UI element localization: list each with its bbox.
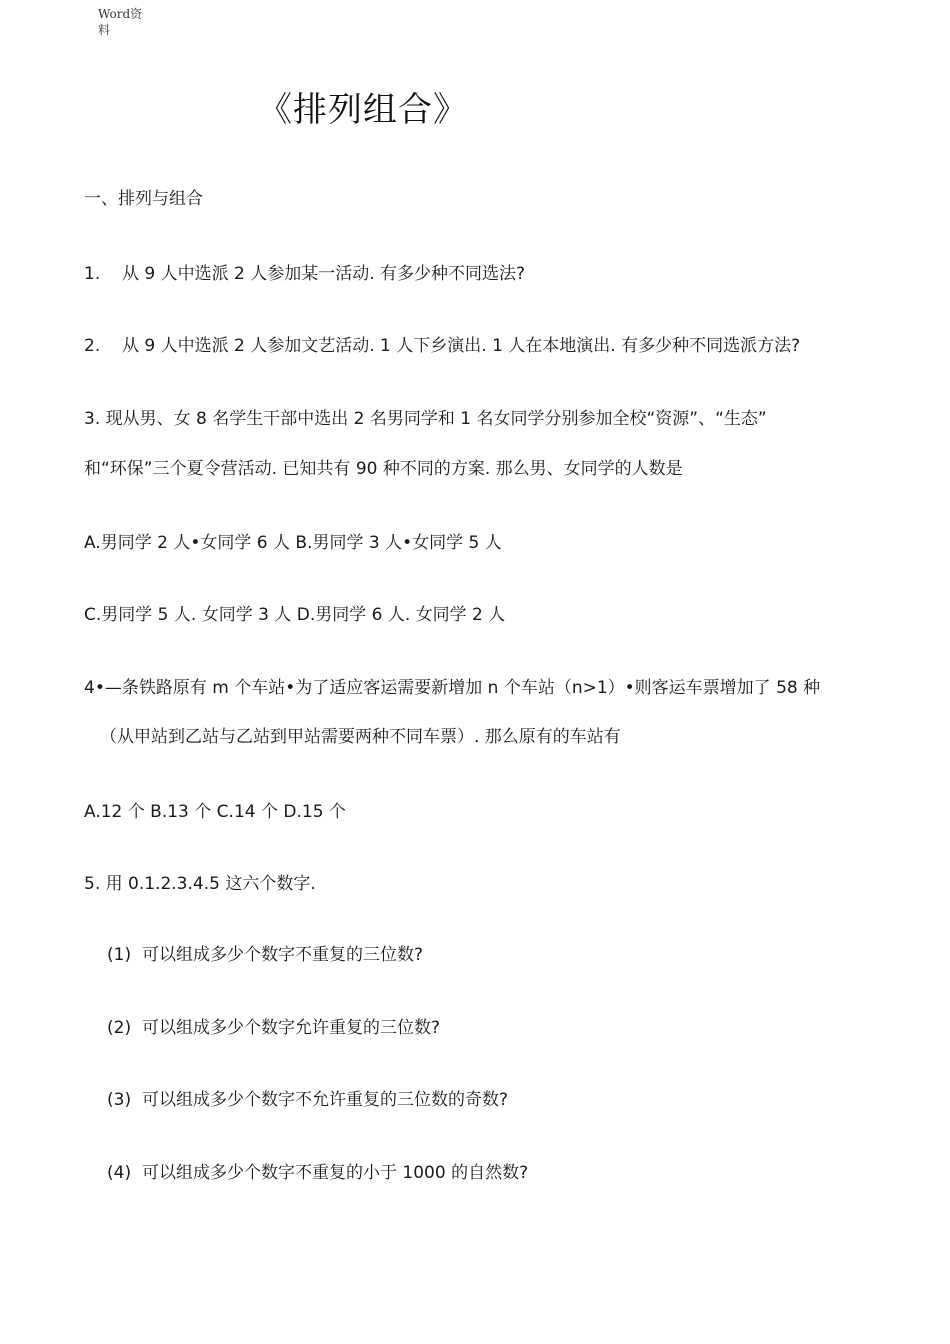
part-text: 可以组成多少个数字不重复的三位数? <box>142 945 424 965</box>
question-1 <box>84 262 525 286</box>
question-3-options-2: C.男同学 5 人. 女同学 3 人 D.男同学 6 人. 女同学 2 人 <box>84 605 506 625</box>
question-number: 2. <box>84 336 101 356</box>
question-text: 从 9 人中选派 2 人参加某一活动. 有多少种不同选法? <box>122 264 526 284</box>
question-number: 1. <box>84 264 101 284</box>
question-3-line-2: 和“环保”三个夏令营活动. 已知共有 90 种不同的方案. 那么男、女同学的人数是 <box>84 459 683 479</box>
question-4-line-1: 4•—条铁路原有 m 个车站•为了适应客运需要新增加 n 个车站（n>1）•则客运车票增加了 58 种 <box>84 678 821 698</box>
part-text: 可以组成多少个数字不允许重复的三位数的奇数? <box>142 1090 509 1110</box>
question-5-part <box>107 1088 508 1112</box>
part-number: (1) <box>107 945 132 965</box>
part-text: 可以组成多少个数字不重复的小于 1000 的自然数? <box>142 1163 529 1183</box>
question-3-options-1: A.男同学 2 人•女同学 6 人 B.男同学 3 人•女同学 5 人 <box>84 533 502 553</box>
question-5-part <box>107 943 423 967</box>
question-5-part <box>107 1161 528 1185</box>
part-number: (2) <box>107 1018 132 1038</box>
question-5-intro: 5. 用 0.1.2.3.4.5 这六个数字. <box>84 874 316 894</box>
header-note: Word资料 <box>98 7 143 37</box>
question-4-line-2: （从甲站到乙站与乙站到甲站需要两种不同车票）. 那么原有的车站有 <box>100 727 621 747</box>
question-text: 从 9 人中选派 2 人参加文艺活动. 1 人下乡演出. 1 人在本地演出. 有多少种不同选派方法? <box>122 336 801 356</box>
part-text: 可以组成多少个数字允许重复的三位数? <box>142 1018 441 1038</box>
section-heading: 一、排列与组合 <box>84 189 203 209</box>
question-5-part <box>107 1016 440 1040</box>
question-3-line-1: 3. 现从男、女 8 名学生干部中选出 2 名男同学和 1 名女同学分别参加全校“资源”、“生态” <box>84 409 767 429</box>
question-2 <box>84 334 800 358</box>
question-4-options: A.12 个 B.13 个 C.14 个 D.15 个 <box>84 802 346 822</box>
part-number: (4) <box>107 1163 132 1183</box>
part-number: (3) <box>107 1090 132 1110</box>
document-title: 《排列组合》 <box>258 90 468 130</box>
